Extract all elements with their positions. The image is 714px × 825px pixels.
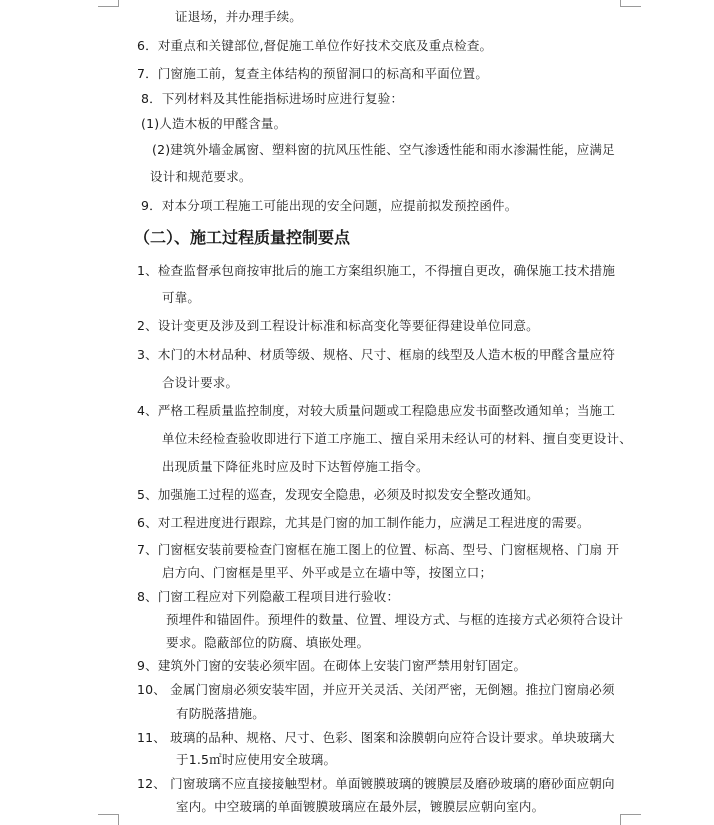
text-line: 有防脱落措施。 xyxy=(176,706,265,721)
text-line: 证退场，并办理手续。 xyxy=(175,9,303,24)
text-line: 7．门窗施工前，复查主体结构的预留洞口的标高和平面位置。 xyxy=(137,66,489,81)
text-line: 合设计要求。 xyxy=(162,375,239,390)
text-line: 8．下列材料及其性能指标进场时应进行复验： xyxy=(141,91,404,106)
text-line: 2、设计变更及涉及到工程设计标准和标高变化等要征得建设单位同意。 xyxy=(137,318,539,333)
text-line: 设计和规范要求。 xyxy=(150,169,252,184)
corner-mark-top-left xyxy=(98,0,119,7)
text-line: 要求。隐蔽部位的防腐、填嵌处理。 xyxy=(166,635,370,650)
corner-mark-top-right xyxy=(620,0,641,7)
text-line: 8、门窗工程应对下列隐蔽工程项目进行验收： xyxy=(137,589,400,604)
text-line: 单位未经检查验收即进行下道工序施工、擅自采用未经认可的材料、擅自变更设计、 xyxy=(162,431,632,446)
text-line: 可靠。 xyxy=(162,290,201,305)
text-line: 12、 门窗玻璃不应直接接触型材。单面镀膜玻璃的镀膜层及磨砂玻璃的磨砂面应朝向 xyxy=(137,776,615,791)
text-line: 预埋件和锚固件。预埋件的数量、位置、埋设方式、与框的连接方式必须符合设计 xyxy=(166,612,624,627)
text-line: 5、加强施工过程的巡查，发现安全隐患，必须及时拟发安全整改通知。 xyxy=(137,487,539,502)
text-line: 1、检查监督承包商按审批后的施工方案组织施工，不得擅自更改，确保施工技术措施 xyxy=(137,263,616,278)
text-line: 6．对重点和关键部位,督促施工单位作好技术交底及重点检查。 xyxy=(137,38,493,53)
text-line: 7、门窗框安装前要检查门窗框在施工图上的位置、标高、型号、门窗框规格、门扇 开 xyxy=(137,542,620,557)
text-line: 9．对本分项工程施工可能出现的安全问题，应提前拟发预控函件。 xyxy=(141,198,518,213)
corner-mark-bottom-right xyxy=(620,814,641,825)
text-line: 于1.5㎡时应使用安全玻璃。 xyxy=(176,752,337,767)
text-line: 10、 金属门窗扇必须安装牢固，并应开关灵活、关闭严密，无倒翘。推拉门窗扇必须 xyxy=(137,682,615,697)
text-line: 11、 玻璃的品种、规格、尺寸、色彩、图案和涂膜朝向应符合设计要求。单块玻璃大 xyxy=(137,730,615,745)
text-line: (1)人造木板的甲醛含量。 xyxy=(141,116,287,131)
text-line: 启方向、门窗框是里平、外平或是立在墙中等，按图立口； xyxy=(162,565,493,580)
text-line: 9、建筑外门窗的安装必须牢固。在砌体上安装门窗严禁用射钉固定。 xyxy=(137,658,527,673)
text-line: 6、对工程进度进行跟踪，尤其是门窗的加工制作能力，应满足工程进度的需要。 xyxy=(137,515,590,530)
corner-mark-bottom-left xyxy=(98,814,119,825)
text-line: 出现质量下降征兆时应及时下达暂停施工指令。 xyxy=(162,459,429,474)
text-line: (2)建筑外墙金属窗、塑料窗的抗风压性能、空气渗透性能和雨水渗漏性能，应满足 xyxy=(152,142,615,157)
section-heading: （二）、施工过程质量控制要点 xyxy=(134,228,351,247)
text-line: 4、严格工程质量监控制度，对较大质量问题或工程隐患应发书面整改通知单；当施工 xyxy=(137,403,616,418)
text-line: 3、木门的木材品种、材质等级、规格、尺寸、框扇的线型及人造木板的甲醛含量应符 xyxy=(137,347,616,362)
text-line: 室内。中空玻璃的单面镀膜玻璃应在最外层，镀膜层应朝向室内。 xyxy=(176,799,545,814)
